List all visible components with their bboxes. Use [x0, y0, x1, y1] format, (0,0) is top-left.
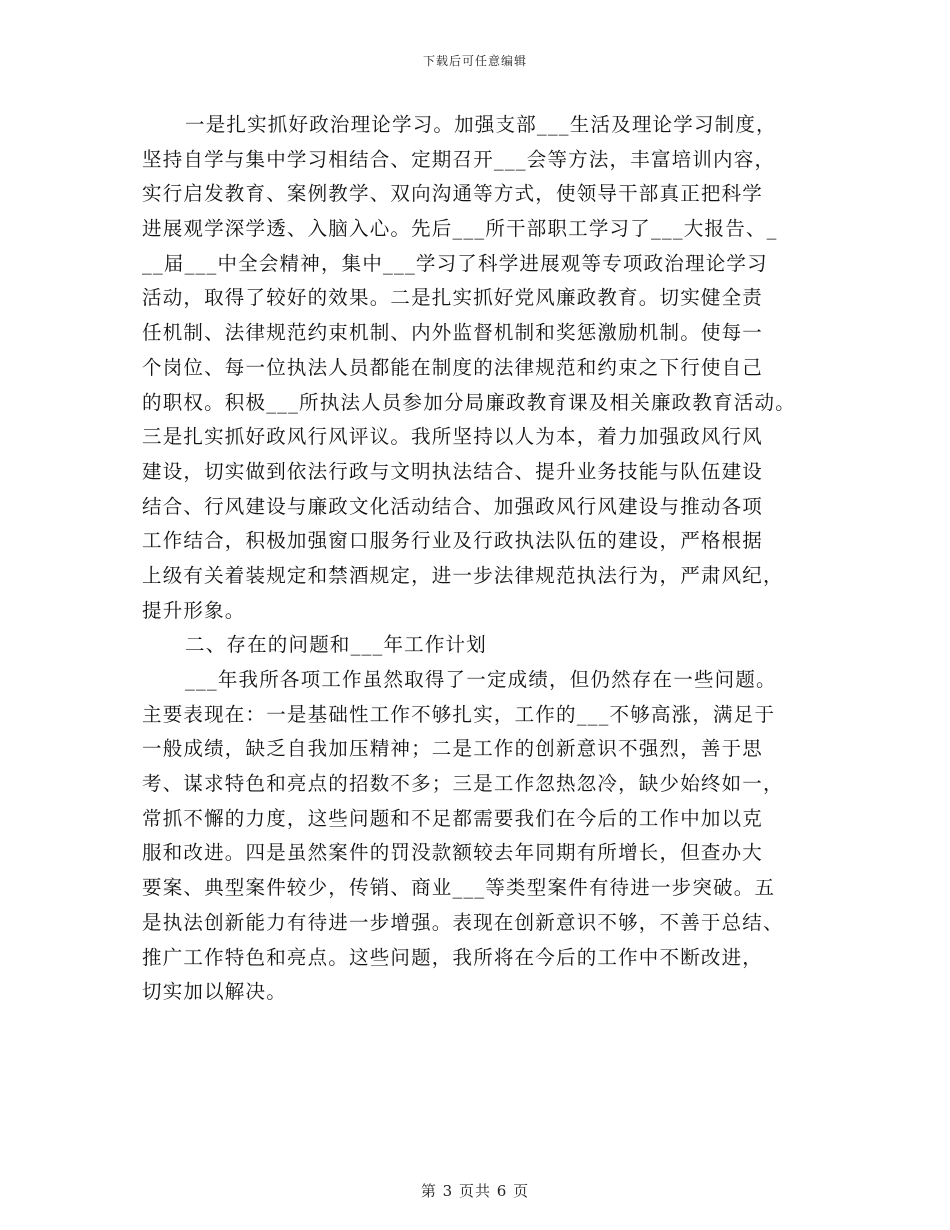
paragraph-line: __届___中全会精神，集中___学习了科学进展观等专项政治理论学习	[142, 251, 768, 275]
paragraph-line: 任机制、法律规范约束机制、内外监督机制和奖惩激励机制。使每一	[142, 321, 764, 345]
paragraph-line: 服和改进。四是虽然案件的罚没款额较去年同期有所增长，但查办大	[142, 841, 764, 865]
paragraph-line: 提升形象。	[142, 598, 246, 622]
paragraph-line: 建设，切实做到依法行政与文明执法结合、提升业务技能与队伍建设	[142, 459, 764, 483]
paragraph-line: 的职权。积极___所执法人员参加分局廉政教育课及相关廉政教育活动。	[142, 390, 796, 414]
paragraph-line: 常抓不懈的力度，这些问题和不足都需要我们在今后的工作中加以克	[142, 806, 764, 830]
paragraph-line: 推广工作特色和亮点。这些问题，我所将在今后的工作中不断改进，	[142, 945, 764, 969]
paragraph-line: 切实加以解决。	[142, 980, 287, 1004]
paragraph-line: 一般成绩，缺乏自我加压精神；二是工作的创新意识不强烈，善于思	[142, 737, 764, 761]
paragraph-line: 进展观学深学透、入脑入心。先后___所干部职工学习了___大报告、_	[142, 217, 778, 241]
paragraph-line: 要案、典型案件较少，传销、商业___等类型案件有待进一步突破。五	[142, 876, 776, 900]
paragraph-line: 一是扎实抓好政治理论学习。加强支部___生活及理论学习制度，	[185, 113, 777, 136]
paragraph-line: 坚持自学与集中学习相结合、定期召开___会等方法，丰富培训内容，	[142, 147, 776, 171]
paragraph-line: 三是扎实抓好政风行风评议。我所坚持以人为本，着力加强政风行风	[142, 425, 764, 449]
paragraph-line: 活动，取得了较好的效果。二是扎实抓好党风廉政教育。切实健全责	[142, 286, 764, 310]
paragraph-line: 结合、行风建设与廉政文化活动结合、加强政风行风建设与推动各项	[142, 494, 764, 518]
paragraph-line: 个岗位、每一位执法人员都能在制度的法律规范和约束之下行使自己	[142, 355, 764, 379]
page-header: 下载后可任意编辑	[422, 54, 527, 68]
page-footer: 第 3 页共 6 页	[420, 1182, 530, 1200]
paragraph-line: 实行启发教育、案例教学、双向沟通等方式，使领导干部真正把科学	[142, 182, 764, 206]
paragraph-line: 考、谋求特色和亮点的招数不多；三是工作忽热忽冷，缺少始终如一，	[142, 772, 784, 796]
body-text	[142, 108, 814, 1010]
paragraph-line: 上级有关着装规定和禁酒规定，进一步法律规范执法行为，严肃风纪，	[142, 563, 784, 587]
paragraph-line: 工作结合，积极加强窗口服务行业及行政执法队伍的建设，严格根据	[142, 529, 764, 553]
paragraph-line: ___年我所各项工作虽然取得了一定成绩，但仍然存在一些问题。	[185, 668, 777, 691]
section-heading: 二、存在的问题和___年工作计划	[185, 633, 487, 657]
paragraph-line: 主要表现在：一是基础性工作不够扎实，工作的___不够高涨，满足于	[142, 702, 776, 726]
paragraph-line: 是执法创新能力有待进一步增强。表现在创新意识不够，不善于总结、	[142, 910, 784, 934]
